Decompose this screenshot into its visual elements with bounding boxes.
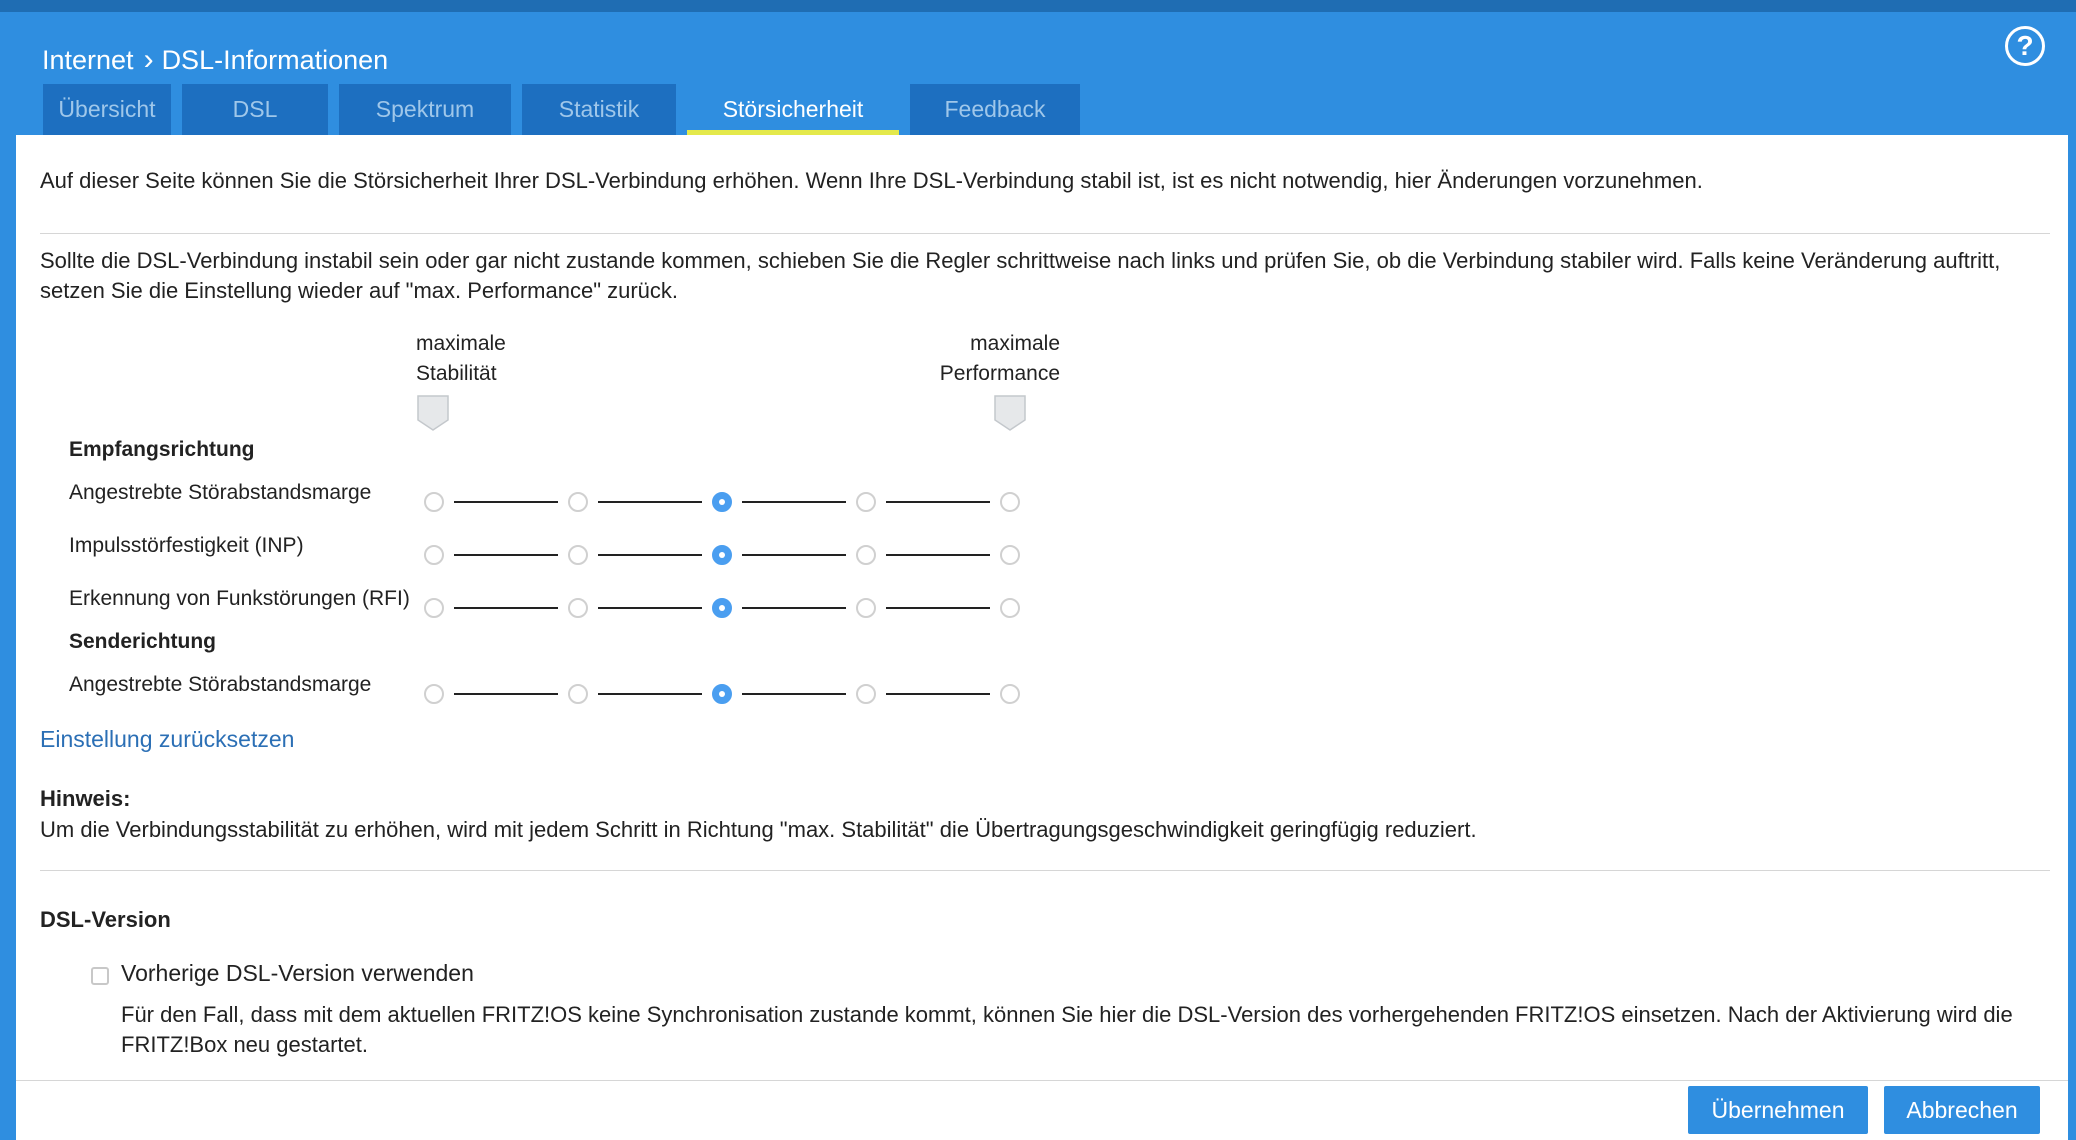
cancel-button[interactable]: Abbrechen <box>1884 1086 2040 1134</box>
slider-step-radio[interactable] <box>856 545 876 565</box>
slider-track-segment <box>454 554 558 556</box>
divider <box>40 870 2050 871</box>
slider-track-segment <box>598 607 702 609</box>
tab-stoersicherheit[interactable]: Störsicherheit <box>687 84 899 135</box>
tab-feedback[interactable]: Feedback <box>910 84 1080 135</box>
slider-step-radio[interactable] <box>568 598 588 618</box>
slider-step-radio[interactable] <box>568 492 588 512</box>
previous-dsl-version-label[interactable]: Vorherige DSL-Version verwenden <box>121 960 474 986</box>
stability-marker-icon <box>417 395 449 431</box>
scale-right-label <box>910 329 1060 389</box>
slider-step-radio[interactable] <box>1000 492 1020 512</box>
breadcrumb-root[interactable]: Internet <box>42 44 134 75</box>
section-title-empfang: Empfangsrichtung <box>69 438 255 461</box>
breadcrumb <box>42 30 388 90</box>
reset-settings-link[interactable]: Einstellung zurücksetzen <box>40 726 295 752</box>
help-icon[interactable]: ? <box>2005 26 2045 66</box>
slider-track-segment <box>598 693 702 695</box>
slider-step-radio[interactable] <box>856 684 876 704</box>
scale-left-label <box>416 329 506 389</box>
tab-statistik[interactable]: Statistik <box>522 84 676 135</box>
scale-right-line2: Performance <box>939 362 1060 385</box>
header-bar <box>16 12 2068 135</box>
slider-track-segment <box>742 554 846 556</box>
dsl-version-title: DSL-Version <box>40 907 171 932</box>
row-label-inp: Impulsstörfestigkeit (INP) <box>69 534 304 557</box>
instruction-text: Sollte die DSL-Verbindung instabil sein oder gar nicht zustande kommen, schieben Sie die Regler schrittweise nach links und prüfen Sie, ob die Verbindung stabiler wird. Falls keine Veränderung auftritt, setzen Sie die Einstellung wieder auf "max. Performance" zurück. <box>40 248 2001 303</box>
divider <box>40 233 2050 234</box>
slider-step-radio[interactable] <box>712 598 732 618</box>
slider-step-radio[interactable] <box>712 492 732 512</box>
slider-track-segment <box>454 693 558 695</box>
slider-track-segment <box>742 607 846 609</box>
dialog-frame <box>16 12 2068 1140</box>
hint-text: Um die Verbindungsstabilität zu erhöhen, wird mit jedem Schritt in Richtung "max. Stabilität" die Übertragungsgeschwindigkeit geringfügig reduziert. <box>40 817 1477 842</box>
slider-step-radio[interactable] <box>1000 545 1020 565</box>
hint-title: Hinweis: <box>40 786 131 811</box>
slider-step-radio[interactable] <box>568 684 588 704</box>
slider-step-radio[interactable] <box>568 545 588 565</box>
slider-track-segment <box>454 607 558 609</box>
slider-track-segment <box>886 554 990 556</box>
slider-track-segment <box>598 554 702 556</box>
slider-track-segment <box>886 693 990 695</box>
row-label-rfi: Erkennung von Funkstörungen (RFI) <box>69 587 410 610</box>
tab-spektrum[interactable]: Spektrum <box>339 84 511 135</box>
slider-step-radio[interactable] <box>424 684 444 704</box>
slider-step-radio[interactable] <box>424 492 444 512</box>
slider-step-radio[interactable] <box>856 598 876 618</box>
slider-step-radio[interactable] <box>712 684 732 704</box>
slider-track-segment <box>742 693 846 695</box>
slider-step-radio[interactable] <box>424 545 444 565</box>
slider-step-radio[interactable] <box>424 598 444 618</box>
slider-step-radio[interactable] <box>712 545 732 565</box>
slider-step-radio[interactable] <box>856 492 876 512</box>
slider-step-radio[interactable] <box>1000 684 1020 704</box>
slider-step-radio[interactable] <box>1000 598 1020 618</box>
top-strip <box>0 0 2076 12</box>
slider-track-segment <box>598 501 702 503</box>
dsl-version-description: Für den Fall, dass mit dem aktuellen FRITZ!OS keine Synchronisation zustande kommt, können Sie hier die DSL-Version des vorhergehenden FRITZ!OS einsetzen. Nach der Aktivierung wird die FRITZ!Box neu gestartet. <box>121 1002 2013 1057</box>
performance-marker-icon <box>994 395 1026 431</box>
previous-dsl-version-checkbox[interactable] <box>91 967 109 985</box>
scale-left-line2: Stabilität <box>416 362 497 385</box>
section-title-sende: Senderichtung <box>69 630 217 653</box>
scale-right-line1: maximale <box>970 332 1060 355</box>
tab-dsl[interactable]: DSL <box>182 84 328 135</box>
apply-button[interactable]: Übernehmen <box>1688 1086 1868 1134</box>
slider-track-segment <box>454 501 558 503</box>
intro-text: Auf dieser Seite können Sie die Störsicherheit Ihrer DSL-Verbindung erhöhen. Wenn Ihre DSL-Verbindung stabil ist, ist es nicht notwendig, hier Änderungen vorzunehmen. <box>40 168 1703 193</box>
tab-bar <box>43 84 1091 135</box>
tab-uebersicht[interactable]: Übersicht <box>43 84 171 135</box>
chevron-right-icon: › <box>143 43 154 76</box>
scale-left-line1: maximale <box>416 332 506 355</box>
slider-track-segment <box>886 501 990 503</box>
footer-divider <box>16 1080 2068 1081</box>
breadcrumb-current: DSL-Informationen <box>161 44 389 75</box>
row-label-sende-snr: Angestrebte Störabstandsmarge <box>69 673 372 696</box>
slider-track-segment <box>742 501 846 503</box>
slider-track-segment <box>886 607 990 609</box>
row-label-empfang-snr: Angestrebte Störabstandsmarge <box>69 481 372 504</box>
